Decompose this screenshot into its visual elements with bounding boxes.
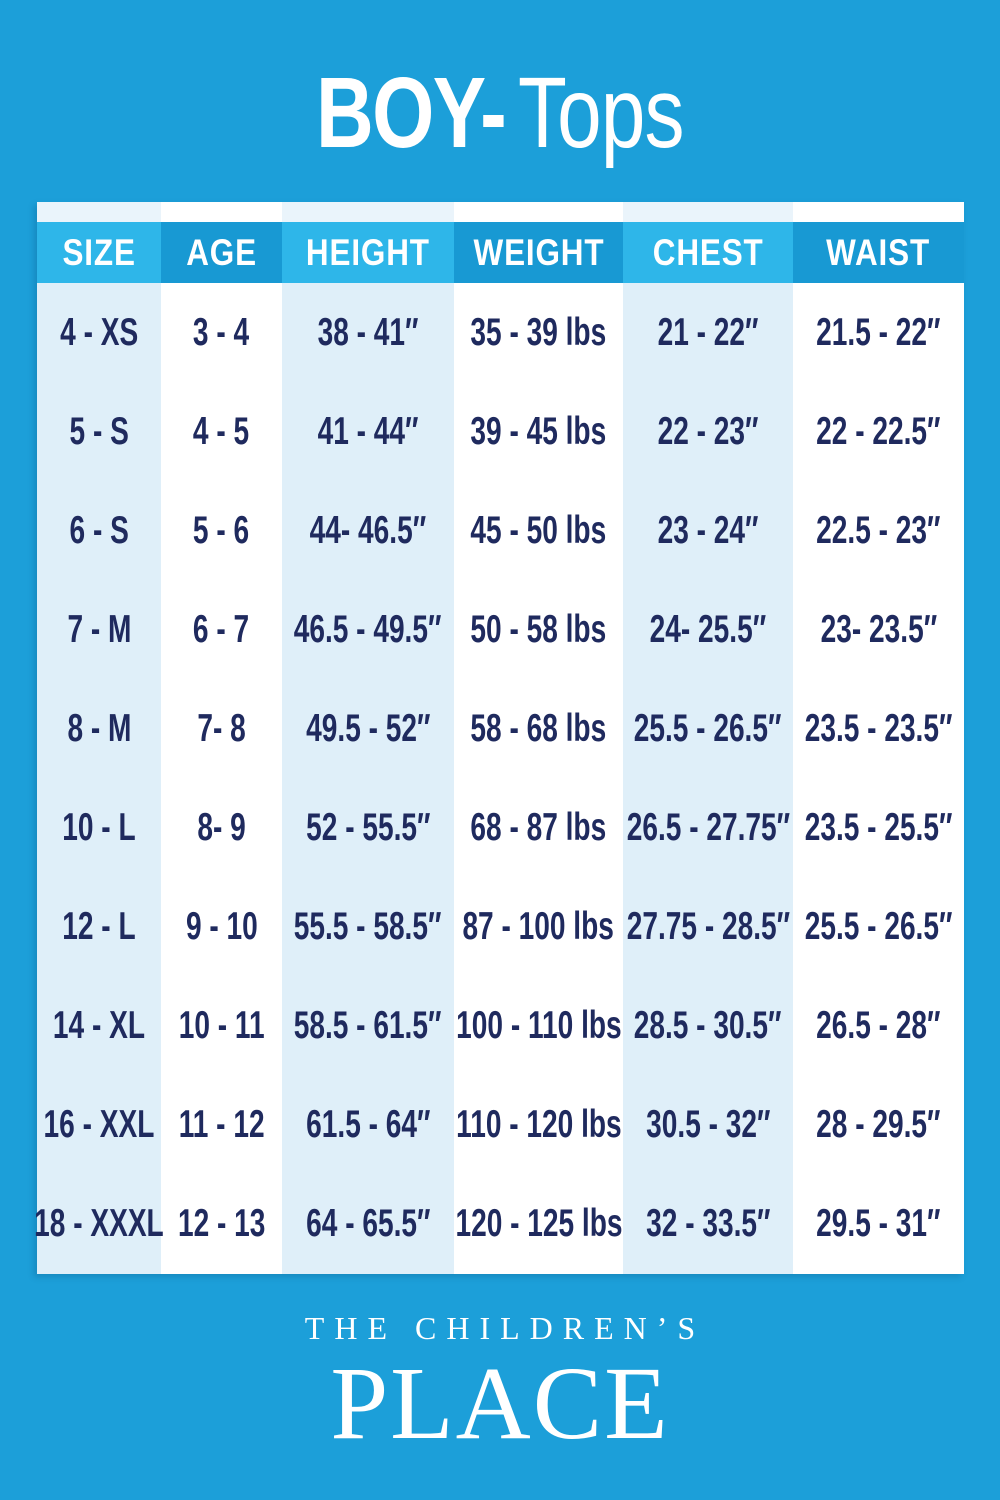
cell-value: 49.5 - 52″: [305, 706, 431, 750]
table-cell: [623, 481, 793, 580]
table-cell: [793, 580, 964, 679]
header-label: CHEST: [652, 231, 764, 273]
table-cell: [793, 382, 964, 481]
table-cell: [623, 778, 793, 877]
column-top-strip: [161, 202, 282, 222]
cell-value: 21.5 - 22″: [816, 310, 941, 354]
cell-value: 22.5 - 23″: [816, 508, 941, 552]
table-cell: [282, 481, 454, 580]
header-cell-weight: [454, 222, 623, 283]
header-label: WEIGHT: [473, 231, 604, 273]
table-cell: [454, 778, 623, 877]
cell-value: 7- 8: [197, 706, 246, 750]
table-cell: [793, 481, 964, 580]
cell-value: 26.5 - 27.75″: [626, 806, 790, 850]
table-cell: [793, 679, 964, 778]
cell-value: 24- 25.5″: [649, 607, 767, 651]
cell-value: 7 - M: [67, 607, 131, 651]
table-cell: [161, 1175, 282, 1274]
cell-value: 5 - 6: [193, 508, 250, 552]
cell-value: 22 - 23″: [657, 409, 759, 453]
cell-value: 55.5 - 58.5″: [294, 905, 442, 949]
column-top-strip: [793, 202, 964, 222]
cell-value: 100 - 110 lbs: [455, 1004, 622, 1048]
table-cell: [454, 481, 623, 580]
page-title: [0, 58, 1000, 168]
table-cell: [454, 679, 623, 778]
cell-value: 87 - 100 lbs: [462, 905, 615, 949]
table-cell: [793, 1076, 964, 1175]
cell-value: 10 - L: [62, 806, 136, 850]
table-cell: [623, 580, 793, 679]
table-cell: [623, 1175, 793, 1274]
table-cell: [793, 778, 964, 877]
cell-value: 23.5 - 25.5″: [804, 806, 953, 850]
cell-value: 32 - 33.5″: [645, 1202, 771, 1246]
table-cell: [37, 977, 161, 1076]
cell-value: 11 - 12: [178, 1103, 265, 1147]
table-cell: [161, 283, 282, 382]
header-label: HEIGHT: [306, 231, 430, 273]
table-cell: [282, 1175, 454, 1274]
table-cell: [37, 679, 161, 778]
cell-value: 25.5 - 26.5″: [634, 706, 782, 750]
table-cell: [161, 481, 282, 580]
table-cell: [161, 878, 282, 977]
table-cell: [454, 283, 623, 382]
cell-value: 6 - S: [69, 508, 129, 552]
cell-value: 14 - XL: [52, 1004, 146, 1048]
cell-value: 26.5 - 28″: [816, 1004, 941, 1048]
cell-value: 8 - M: [67, 706, 131, 750]
cell-value: 22 - 22.5″: [816, 409, 941, 453]
header-label: SIZE: [62, 231, 136, 273]
table-cell: [37, 382, 161, 481]
cell-value: 35 - 39 lbs: [470, 310, 607, 354]
cell-value: 8- 9: [197, 806, 246, 850]
table-cell: [282, 679, 454, 778]
column-top-strip: [37, 202, 161, 222]
cell-value: 23.5 - 23.5″: [804, 706, 953, 750]
column-top-strip: [623, 202, 793, 222]
cell-value: 61.5 - 64″: [305, 1103, 431, 1147]
cell-value: 16 - XXL: [43, 1103, 155, 1147]
cell-value: 4 - XS: [59, 310, 139, 354]
cell-value: 50 - 58 lbs: [470, 607, 607, 651]
cell-value: 120 - 125 lbs: [454, 1202, 623, 1246]
cell-value: 52 - 55.5″: [305, 806, 431, 850]
table-cell: [37, 481, 161, 580]
cell-value: 23- 23.5″: [820, 607, 937, 651]
cell-value: 12 - 13: [177, 1202, 266, 1246]
table-cell: [161, 778, 282, 877]
table-cell: [282, 878, 454, 977]
table-cell: [454, 1076, 623, 1175]
table-cell: [623, 878, 793, 977]
cell-value: 28.5 - 30.5″: [634, 1004, 782, 1048]
table-cell: [454, 977, 623, 1076]
column-top-strip: [454, 202, 623, 222]
table-cell: [793, 977, 964, 1076]
size-chart-table: [34, 202, 964, 1274]
header-cell-chest: [623, 222, 793, 283]
cell-value: 44- 46.5″: [309, 508, 427, 552]
cell-value: 39 - 45 lbs: [470, 409, 607, 453]
cell-value: 9 - 10: [185, 905, 258, 949]
table-cell: [454, 382, 623, 481]
table-cell: [623, 283, 793, 382]
brand-logo: [0, 1310, 1000, 1461]
cell-value: 45 - 50 lbs: [470, 508, 607, 552]
table-cell: [34, 1175, 164, 1274]
header-cell-age: [161, 222, 282, 283]
cell-value: 27.75 - 28.5″: [626, 905, 790, 949]
title-light-text: Tops: [518, 57, 684, 169]
cell-value: 21 - 22″: [657, 310, 759, 354]
table-cell: [623, 382, 793, 481]
table-cell: [282, 1076, 454, 1175]
table-cell: [161, 679, 282, 778]
table-cell: [282, 977, 454, 1076]
table-cell: [282, 580, 454, 679]
table-cell: [161, 977, 282, 1076]
table-cell: [37, 778, 161, 877]
table-cell: [282, 382, 454, 481]
table-cell: [37, 580, 161, 679]
table-cell: [161, 382, 282, 481]
cell-value: 41 - 44″: [317, 409, 419, 453]
brand-logo-bottom-line: PLACE: [330, 1346, 670, 1461]
table-cell: [37, 283, 161, 382]
table-cell: [161, 580, 282, 679]
header-cell-height: [282, 222, 454, 283]
table-cell: [623, 1076, 793, 1175]
cell-value: 29.5 - 31″: [816, 1202, 941, 1246]
cell-value: 64 - 65.5″: [305, 1202, 431, 1246]
table-cell: [623, 977, 793, 1076]
table-cell: [793, 1175, 964, 1274]
table-cell: [161, 1076, 282, 1175]
table-cell: [282, 778, 454, 877]
table-cell: [623, 679, 793, 778]
cell-value: 68 - 87 lbs: [470, 806, 607, 850]
cell-value: 18 - XXXL: [34, 1202, 164, 1246]
column-top-strip: [282, 202, 454, 222]
cell-value: 28 - 29.5″: [816, 1103, 941, 1147]
cell-value: 58 - 68 lbs: [470, 706, 607, 750]
cell-value: 58.5 - 61.5″: [294, 1004, 442, 1048]
cell-value: 46.5 - 49.5″: [294, 607, 442, 651]
table-cell: [454, 878, 623, 977]
header-cell-size: [37, 222, 161, 283]
table-cell: [454, 1175, 623, 1274]
cell-value: 3 - 4: [193, 310, 250, 354]
table-cell: [793, 283, 964, 382]
table-cell: [793, 878, 964, 977]
cell-value: 23 - 24″: [657, 508, 759, 552]
table-cell: [454, 580, 623, 679]
header-label: WAIST: [826, 231, 931, 273]
cell-value: 5 - S: [69, 409, 129, 453]
header-cell-waist: [793, 222, 964, 283]
cell-value: 110 - 120 lbs: [455, 1103, 622, 1147]
cell-value: 4 - 5: [193, 409, 250, 453]
header-label: AGE: [186, 231, 257, 273]
table-cell: [37, 1076, 161, 1175]
table-cell: [37, 878, 161, 977]
cell-value: 6 - 7: [193, 607, 250, 651]
cell-value: 12 - L: [62, 905, 136, 949]
cell-value: 25.5 - 26.5″: [804, 905, 953, 949]
cell-value: 38 - 41″: [317, 310, 419, 354]
table-cell: [282, 283, 454, 382]
title-bold-text: BOY-: [316, 57, 506, 169]
cell-value: 10 - 11: [178, 1004, 265, 1048]
cell-value: 30.5 - 32″: [645, 1103, 771, 1147]
brand-logo-top-line: THE CHILDREN’S: [304, 1310, 706, 1346]
